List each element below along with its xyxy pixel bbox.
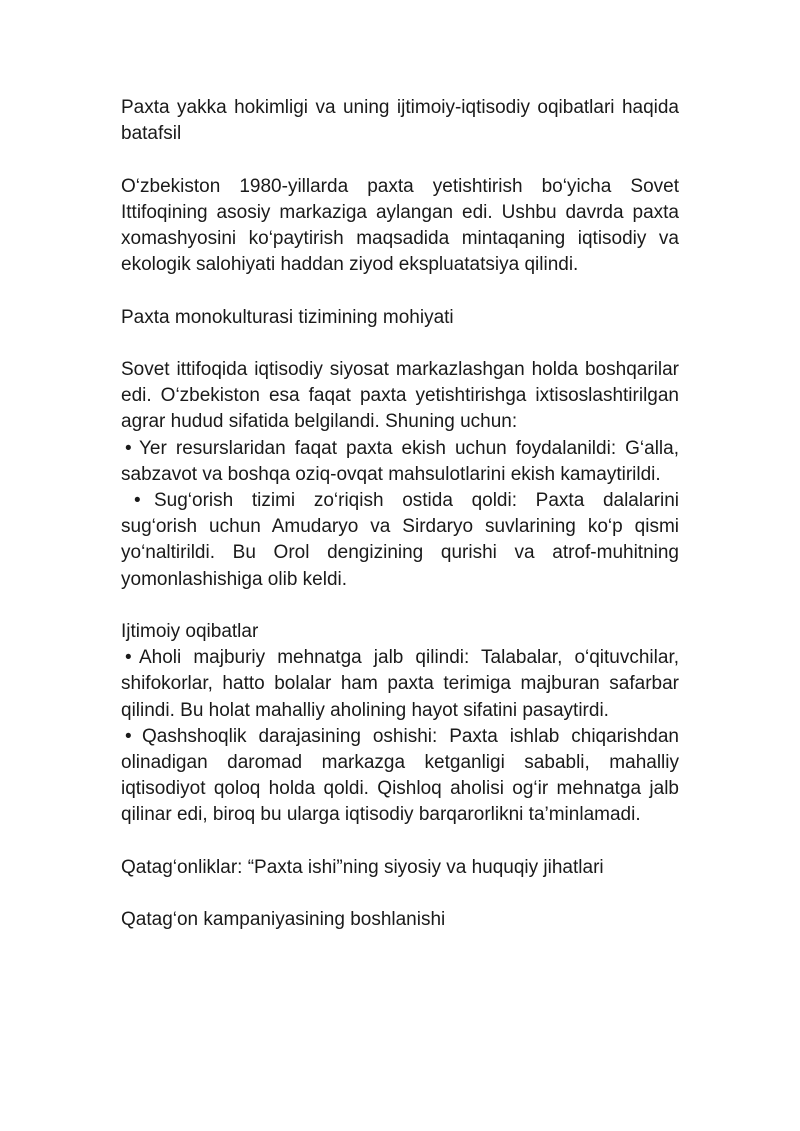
section-heading-social: Ijtimoiy oqibatlar [121,621,259,642]
bullet-item [121,436,679,488]
bullet-text: Yer resurslaridan faqat paxta ekish uchun foydalanildi: G‘alla, sabzavot va boshqa oziq-ovqat mahsulotlarini ekish kamaytirildi. [121,437,679,485]
spacer [121,881,679,907]
document-title: Paxta yakka hokimligi va uning ijtimoiy-iqtisodiy oqibatlari haqida batafsil [121,97,679,145]
bullet-text: Aholi majburiy mehnatga jalb qilindi: Talabalar, o‘qituvchilar, shifokorlar, hatto bolalar ham paxta terimiga majburan safarbar qilindi. Bu holat mahalliy aholining hayot sifatini pasaytirdi. [121,647,679,721]
spacer [121,829,679,855]
bullet-text: Sug‘orish tizimi zo‘riqish ostida qoldi: Paxta dalalarini sug‘orish uchun Amudaryo va Sirdaryo suvlarining ko‘p qismi yo‘naltirildi. Bu Orol dengizining qurishi va atrof-muhitning yomonlashishiga olib keldi. [121,490,679,590]
spacer [121,331,679,357]
section-body-monoculture: Sovet ittifoqida iqtisodiy siyosat markazlashgan holda boshqarilar edi. O‘zbekiston esa faqat paxta yetishtirishga ixtisoslashtirilgan agrar hudud sifatida belgilandi. Shuning uchun: [121,358,679,433]
bullet-item [121,724,679,829]
bullet-icon: • [125,437,132,459]
bullet-icon: • [134,490,141,511]
intro-paragraph: O‘zbekiston 1980-yillarda paxta yetishtirish bo‘yicha Sovet Ittifoqining asosiy markaziga aylangan edi. Ushbu davrda paxta xomashyosini ko‘paytirish maqsadida mintaqaning iqtisodiy va ekologik salohiyati haddan ziyod ekspluatatsiya qilindi. [121,175,679,276]
bullet-item [121,488,679,593]
spacer [121,593,679,619]
section-heading-monoculture: Paxta monokulturasi tizimining mohiyati [121,306,454,328]
bullet-icon: • [125,647,132,669]
section-heading-campaign: Qatag‘on kampaniyasining boshlanishi [121,909,446,931]
bullet-item [121,645,679,724]
document-page [121,95,679,933]
spacer [121,147,679,173]
spacer [121,278,679,304]
bullet-text: Qashshoqlik darajasining oshishi: Paxta ishlab chiqarishdan olinadigan daromad markazga ketganligi sababli, mahalliy iqtisodiyot qoloq holda qoldi. Qishloq aholisi og‘ir mehnatga jalb qilinar edi, biroq bu ularga iqtisodiy barqarorlikni ta’minlamadi. [121,725,679,826]
section-heading-repression: Qatag‘onliklar: “Paxta ishi”ning siyosiy va huquqiy jihatlari [121,856,604,878]
bullet-icon: • [125,725,132,747]
